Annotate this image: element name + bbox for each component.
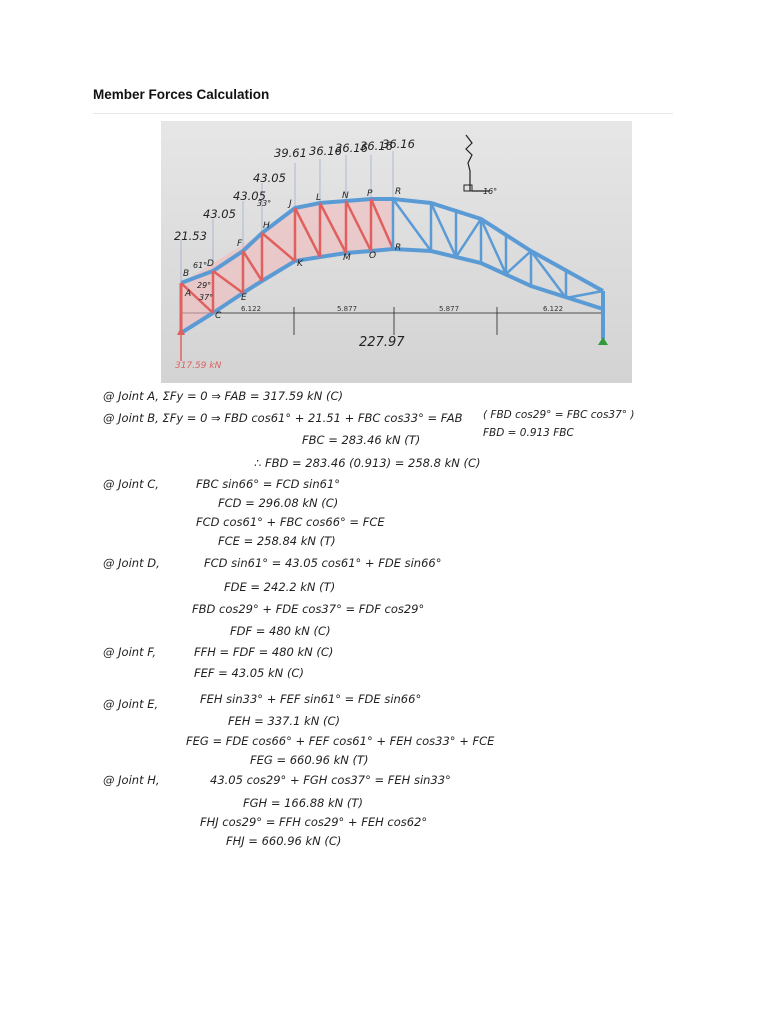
node-label: P xyxy=(367,189,373,199)
page-title: Member Forces Calculation xyxy=(93,87,270,102)
node-label: B xyxy=(183,269,190,279)
web-right xyxy=(393,199,603,298)
load-label: 39.61 xyxy=(274,146,307,160)
node-label: J xyxy=(289,199,292,209)
calc-line: FEH sin33° + FEF sin61° = FDE sin66° xyxy=(200,692,422,706)
node-label: K xyxy=(297,259,303,269)
load-label: 21.53 xyxy=(174,229,207,243)
calc-line: FBD = 0.913 FBC xyxy=(483,427,574,439)
calc-line: FDE = 242.2 kN (T) xyxy=(224,580,336,594)
node-label: D xyxy=(207,259,214,269)
calc-line: ( FBD cos29° = FBC cos37° ) xyxy=(483,409,635,421)
node-label: R xyxy=(395,243,402,253)
reaction-label: 317.59 kN xyxy=(175,361,222,371)
angle-label: 29° xyxy=(197,281,212,290)
bottom-total-label: 227.97 xyxy=(359,335,405,350)
load-label: 36.16 xyxy=(382,137,415,151)
calc-heading: @ Joint D, xyxy=(103,556,160,570)
angle-label: 61° xyxy=(193,261,208,270)
calc-line: FHJ cos29° = FFH cos29° + FEH cos62° xyxy=(200,815,428,829)
node-label: O xyxy=(369,251,377,261)
node-label: F xyxy=(237,239,243,249)
node-label: L xyxy=(316,193,322,203)
calc-line: FCD = 296.08 kN (C) xyxy=(218,496,339,510)
span-label: 5.877 xyxy=(439,305,460,313)
load-label: 36.16 xyxy=(335,141,368,155)
load-label: 36.16 xyxy=(360,139,393,153)
calc-line: FHJ = 660.96 kN (C) xyxy=(226,834,342,848)
calc-line: FEG = FDE cos66° + FEF cos61° + FEH cos33° + FCE xyxy=(186,734,495,748)
right-support xyxy=(598,337,608,345)
span-label: 5.877 xyxy=(337,305,358,313)
calc-line: 43.05 cos29° + FGH cos37° = FEH sin33° xyxy=(210,773,451,787)
calc-line: FFH = FDF = 480 kN (C) xyxy=(194,645,334,659)
calc-line: FCD cos61° + FBC cos66° = FCE xyxy=(196,515,385,529)
angle-label: 16° xyxy=(483,187,498,196)
node-label: C xyxy=(215,311,222,321)
calc-line: @ Joint B, ΣFy = 0 ⇒ FBD cos61° + 21.51 + FBC cos33° = FAB xyxy=(103,411,463,425)
calc-line: FDF = 480 kN (C) xyxy=(230,624,331,638)
load-label: 36.16 xyxy=(309,144,342,158)
node-label: E xyxy=(241,293,247,303)
calc-line: FCD sin61° = 43.05 cos61° + FDE sin66° xyxy=(204,556,442,570)
calc-heading: @ Joint F, xyxy=(103,645,157,659)
sketch-mark xyxy=(466,135,472,191)
calc-heading: @ Joint E, xyxy=(103,697,159,711)
node-label: A xyxy=(185,289,192,299)
angle-label: 33° xyxy=(257,199,272,208)
calc-line: ∴ FBD = 283.46 (0.913) = 258.8 kN (C) xyxy=(254,456,481,470)
calc-line: FGH = 166.88 kN (T) xyxy=(243,796,363,810)
truss-diagram xyxy=(161,121,632,383)
calc-line: FEG = 660.96 kN (T) xyxy=(250,753,369,767)
node-label: H xyxy=(263,221,270,231)
node-label: M xyxy=(343,253,351,263)
calc-heading: @ Joint H, xyxy=(103,773,160,787)
calc-line: @ Joint A, ΣFy = 0 ⇒ FAB = 317.59 kN (C) xyxy=(103,389,343,403)
load-label: 43.05 xyxy=(203,207,236,221)
calc-line: FEF = 43.05 kN (C) xyxy=(194,666,304,680)
node-label: N xyxy=(342,191,349,201)
axis-box xyxy=(464,185,472,191)
angle-label: 37° xyxy=(199,293,214,302)
calc-line: FCE = 258.84 kN (T) xyxy=(218,534,336,548)
calc-line: FBC sin66° = FCD sin61° xyxy=(196,477,341,491)
span-label: 6.122 xyxy=(241,305,262,313)
load-label: 43.05 xyxy=(233,189,266,203)
calc-line: FBD cos29° + FDE cos37° = FDF cos29° xyxy=(192,602,425,616)
span-label: 6.122 xyxy=(543,305,564,313)
load-label: 43.05 xyxy=(253,171,286,185)
calc-heading: @ Joint C, xyxy=(103,477,159,491)
calc-line: FBC = 283.46 kN (T) xyxy=(302,433,421,447)
title-divider xyxy=(93,113,673,114)
calc-line: FEH = 337.1 kN (C) xyxy=(228,714,340,728)
node-label: R xyxy=(395,187,402,197)
